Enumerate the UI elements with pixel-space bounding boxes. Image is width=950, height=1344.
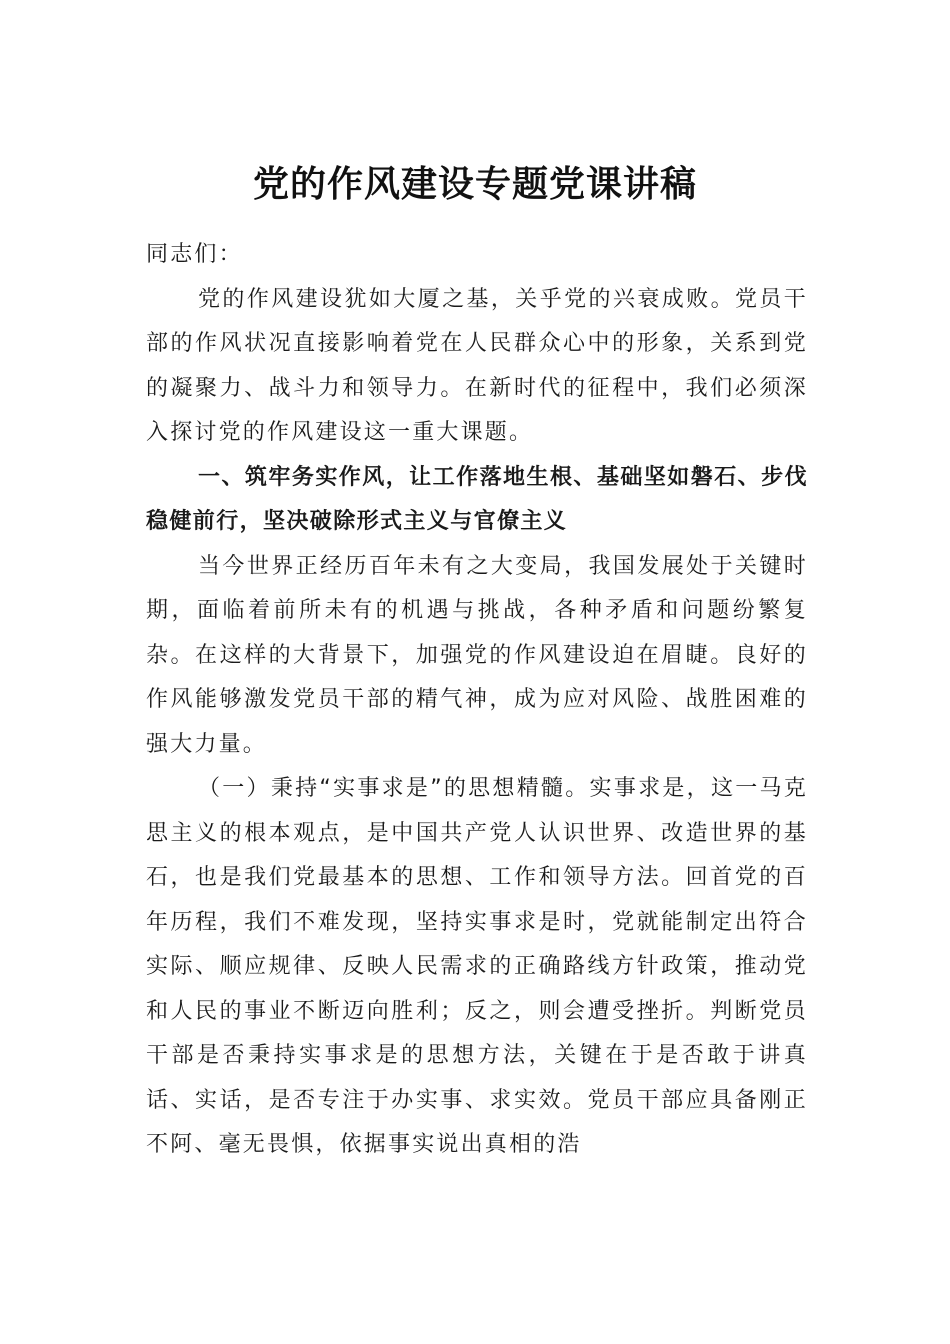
document-title: 党的作风建设专题党课讲稿: [252, 163, 697, 205]
section-1-paragraph: 当今世界正经历百年未有之大变局，我国发展处于关键时期，面临着前所未有的机遇与挑战，各种矛盾和问题纷繁复杂。在这样的大背景下，加强党的作风建设迫在眉睫。良好的作风能够激发党员干部的精气神，成为应对风险、战胜困难的强大力量。: [146, 553, 808, 757]
intro-paragraph: 党的作风建设犹如大厦之基，关乎党的兴衰成败。党员干部的作风状况直接影响着党在人民群众心中的形象，关系到党的凝聚力、战斗力和领导力。在新时代的征程中，我们必须深入探讨党的作风建设这一重大课题。: [146, 286, 808, 445]
subsection-1-paragraph: （一）秉持“实事求是”的思想精髓。实事求是，这一马克思主义的根本观点，是中国共产党人认识世界、改造世界的基石，也是我们党最基本的思想、工作和领导方法。回首党的百年历程，我们不难发现，坚持实事求是时，党就能制定出符合实际、顺应规律、反映人民需求的正确路线方针政策，推动党和人民的事业不断迈向胜利；反之，则会遭受挫折。判断党员干部是否秉持实事求是的思想方法，关键在于是否敢于讲真话、实话，是否专注于办实事、求实效。党员干部应具备刚正不阿、毫无畏惧，依据事实说出真相的浩: [146, 776, 808, 1157]
salutation: 同志们：: [146, 242, 243, 267]
document-body: [146, 233, 808, 1168]
section-heading-1: 一、筑牢务实作风，让工作落地生根、基础坚如磐石、步伐稳健前行，坚决破除形式主义与官僚主义: [146, 464, 808, 534]
